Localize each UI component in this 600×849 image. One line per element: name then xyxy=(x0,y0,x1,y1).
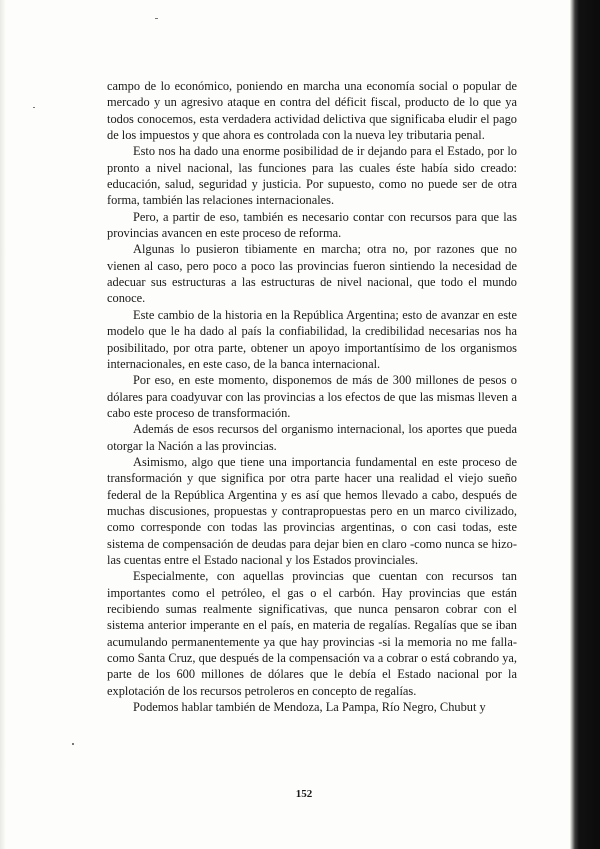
paragraph: Por eso, en este momento, disponemos de más de 300 millones de pesos o dólares para coadyuvar con las provincias a los efectos de que las mismas lleven a cabo este proceso de transformación. xyxy=(107,373,517,420)
paragraph: Este cambio de la historia en la República Argentina; esto de avanzar en este modelo que le ha dado al país la confiabilidad, la credibilidad necesarias nos ha posibilitado, por otra parte, obtener un apoyo importantísimo de los organismos internacionales, en este caso, de la banca internacional. xyxy=(107,307,517,371)
paragraph: Asimismo, algo que tiene una importancia fundamental en este proceso de transformación y que significa por otra parte hacer una realidad el viejo sueño federal de la República Argentina y es así que hemos llevado a cabo, después de muchas discusiones, propuestas y contrapropuestas pero en un marco civilizado, como corresponde con todas las provincias argentinas, o con casi todas, este sistema de compensación de deudas para dejar bien en claro -como nunca se hizo- las cuentas entre el Estado nacional y los Estados provinciales. xyxy=(107,454,517,567)
page-number: 152 xyxy=(295,788,313,800)
paragraph: Podemos hablar también de Mendoza, La Pampa, Río Negro, Chubut y xyxy=(133,700,486,715)
body-text xyxy=(107,78,517,715)
scan-speck xyxy=(72,743,74,745)
paragraph: Especialmente, con aquellas provincias que cuentan con recursos tan importantes como el petróleo, el gas o el carbón. Hay provincias que están recibiendo sumas realmente significativas, que nunca pensaron cobrar con el sistema anterior imperante en el país, en materia de regalías. Regalías que se iban acumulando permanentemente ya que hay provincias -si la memoria no me falla- como Santa Cruz, que después de la compensación va a cobrar o está cobrando ya, parte de los 600 millones de dólares que le debía el Estado nacional por la explotación de los recursos petroleros en concepto de regalías. xyxy=(107,569,517,698)
book-binding-edge xyxy=(570,0,600,849)
paragraph: Esto nos ha dado una enorme posibilidad de ir dejando para el Estado, por lo pronto a nivel nacional, las funciones para las cuales éste había sido creado: educación, salud, seguridad y justicia. Por supuesto, como no puede ser de otra forma, también las relaciones internacionales. xyxy=(107,144,517,208)
paragraph: Pero, a partir de eso, también es necesario contar con recursos para que las provincias avancen en este proceso de reforma. xyxy=(107,209,517,241)
scan-speck xyxy=(155,18,158,19)
paragraph: Algunas lo pusieron tibiamente en marcha; otra no, por razones que no vienen al caso, pero poco a poco las provincias fueron sintiendo la necesidad de adecuar sus estructuras a las estructuras de nivel nacional, que todo el mundo conoce. xyxy=(107,242,517,306)
paragraph: Además de esos recursos del organismo internacional, los aportes que pueda otorgar la Nación a las provincias. xyxy=(107,422,517,453)
scan-speck xyxy=(33,107,35,108)
page-left-shadow xyxy=(0,0,6,849)
paragraph: campo de lo económico, poniendo en marcha una economía social o popular de mercado y un agresivo ataque en contra del déficit fiscal, producto de lo que ya todos conocemos, esta verdadera actividad delictiva que significaba eludir el pago de los impuestos y que ahora es controlada con la nueva ley tributaria penal. xyxy=(107,79,517,143)
